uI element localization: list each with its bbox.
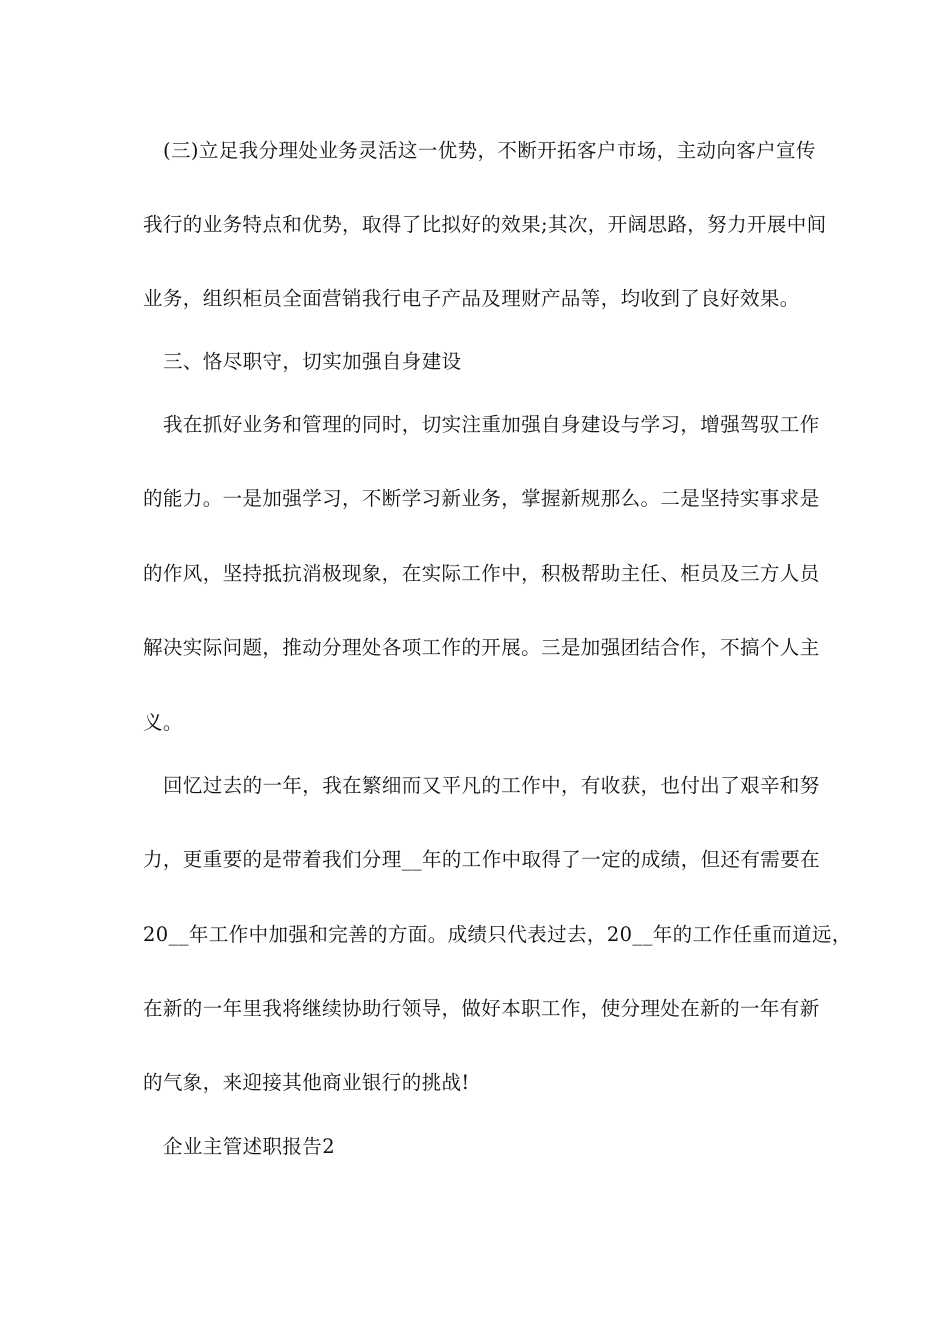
paragraph-line: 20__年工作中加强和完善的方面。成绩只代表过去，20__年的工作任重而道远， (143, 923, 852, 946)
paragraph-line: 我在抓好业务和管理的同时，切实注重加强自身建设与学习，增强驾驭工作 (163, 413, 820, 436)
paragraph-line: 在新的一年里我将继续协助行领导，做好本职工作，使分理处在新的一年有新 (143, 997, 820, 1020)
paragraph-line: (三)立足我分理处业务灵活这一优势，不断开拓客户市场，主动向客户宣传 (163, 139, 816, 162)
paragraph-line: 我行的业务特点和优势，取得了比拟好的效果;其次，开阔思路，努力开展中间 (143, 213, 827, 236)
section-heading: 三、恪尽职守，切实加强自身建设 (163, 350, 462, 373)
paragraph-line: 义。 (143, 711, 183, 734)
paragraph-line: 的作风，坚持抵抗消极现象，在实际工作中，积极帮助主任、柜员及三方人员 (143, 562, 820, 585)
paragraph-line: 的能力。一是加强学习，不断学习新业务，掌握新规那么。二是坚持实事求是 (143, 487, 820, 510)
report-title: 企业主管述职报告2 (163, 1135, 336, 1158)
paragraph-line: 回忆过去的一年，我在繁细而又平凡的工作中，有收获，也付出了艰辛和努 (163, 774, 820, 797)
paragraph-line: 业务，组织柜员全面营销我行电子产品及理财产品等，均收到了良好效果。 (143, 287, 800, 310)
paragraph-line: 的气象，来迎接其他商业银行的挑战! (143, 1071, 470, 1094)
paragraph-line: 解决实际问题，推动分理处各项工作的开展。三是加强团结合作，不搞个人主 (143, 636, 820, 659)
paragraph-line: 力，更重要的是带着我们分理__年的工作中取得了一定的成绩，但还有需要在 (143, 848, 821, 871)
